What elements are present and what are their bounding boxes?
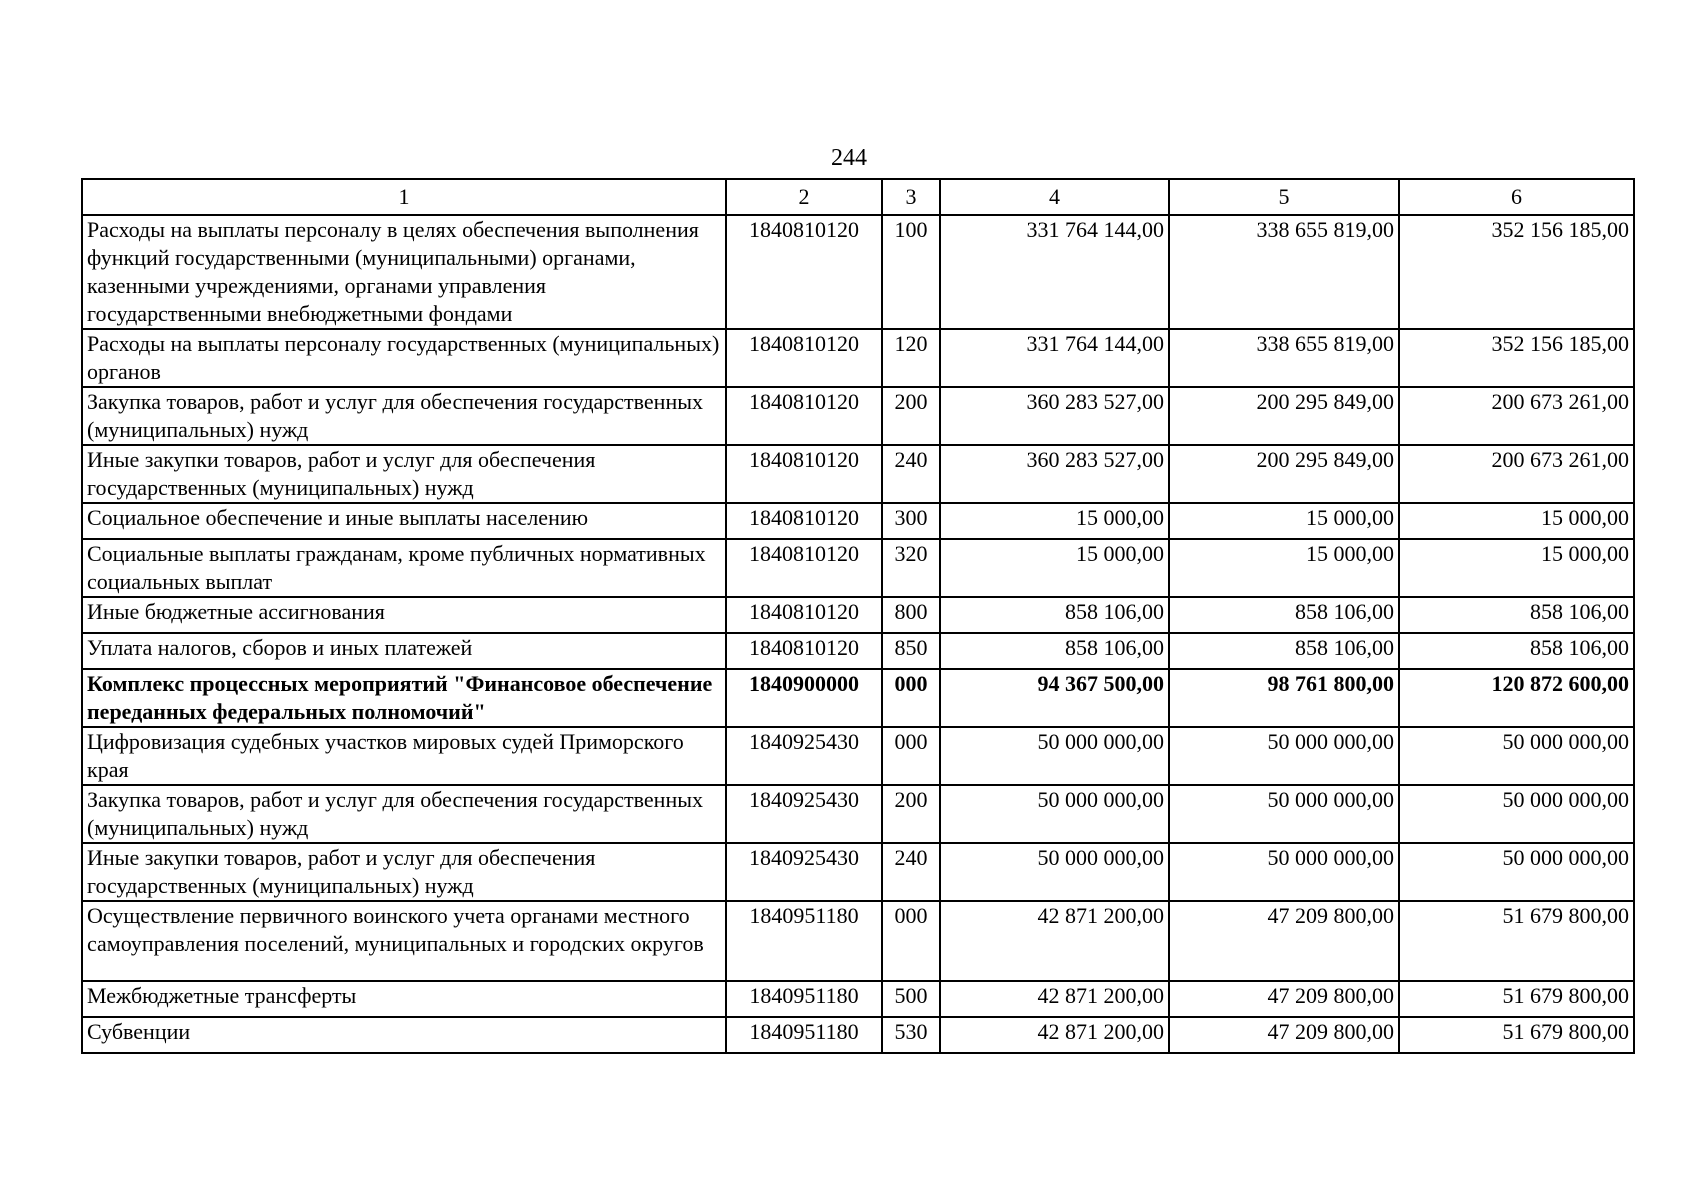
row-amount-5-cell: 98 761 800,00 xyxy=(1169,669,1399,727)
row-amount-6-cell: 15 000,00 xyxy=(1399,503,1634,539)
row-amount-4-cell: 50 000 000,00 xyxy=(940,727,1169,785)
table-row xyxy=(82,215,1634,329)
row-type-cell: 000 xyxy=(882,727,940,785)
row-code-cell: 1840925430 xyxy=(726,727,882,785)
row-amount-4-cell: 331 764 144,00 xyxy=(940,215,1169,329)
row-amount-4-cell: 50 000 000,00 xyxy=(940,843,1169,901)
row-amount-6-cell: 120 872 600,00 xyxy=(1399,669,1634,727)
row-amount-4-cell: 94 367 500,00 xyxy=(940,669,1169,727)
row-amount-6-cell: 50 000 000,00 xyxy=(1399,727,1634,785)
row-type-cell: 320 xyxy=(882,539,940,597)
row-amount-6-cell: 858 106,00 xyxy=(1399,633,1634,669)
row-code-cell: 1840810120 xyxy=(726,329,882,387)
row-code-cell: 1840810120 xyxy=(726,387,882,445)
row-name-cell: Социальные выплаты гражданам, кроме публичных нормативных социальных выплат xyxy=(82,539,726,597)
page-number: 244 xyxy=(831,145,867,171)
row-amount-4-cell: 858 106,00 xyxy=(940,633,1169,669)
column-header-4: 4 xyxy=(940,179,1169,215)
row-amount-5-cell: 338 655 819,00 xyxy=(1169,329,1399,387)
row-type-cell: 240 xyxy=(882,843,940,901)
table-row xyxy=(82,901,1634,981)
row-amount-6-cell: 352 156 185,00 xyxy=(1399,329,1634,387)
row-amount-5-cell: 47 209 800,00 xyxy=(1169,901,1399,981)
table-row xyxy=(82,669,1634,727)
row-amount-6-cell: 15 000,00 xyxy=(1399,539,1634,597)
row-code-cell: 1840925430 xyxy=(726,843,882,901)
row-amount-6-cell: 51 679 800,00 xyxy=(1399,1017,1634,1053)
row-code-cell: 1840810120 xyxy=(726,503,882,539)
row-type-cell: 200 xyxy=(882,785,940,843)
table-row xyxy=(82,329,1634,387)
row-amount-6-cell: 50 000 000,00 xyxy=(1399,843,1634,901)
row-type-cell: 800 xyxy=(882,597,940,633)
row-name-cell: Иные закупки товаров, работ и услуг для обеспечения государственных (муниципальных) нужд xyxy=(82,843,726,901)
table-row xyxy=(82,785,1634,843)
row-amount-5-cell: 200 295 849,00 xyxy=(1169,445,1399,503)
row-amount-6-cell: 51 679 800,00 xyxy=(1399,901,1634,981)
row-type-cell: 200 xyxy=(882,387,940,445)
row-name-cell: Иные бюджетные ассигнования xyxy=(82,597,726,633)
row-code-cell: 1840810120 xyxy=(726,539,882,597)
row-name-cell: Социальное обеспечение и иные выплаты населению xyxy=(82,503,726,539)
row-amount-6-cell: 858 106,00 xyxy=(1399,597,1634,633)
row-amount-4-cell: 15 000,00 xyxy=(940,539,1169,597)
row-code-cell: 1840810120 xyxy=(726,633,882,669)
table-row xyxy=(82,387,1634,445)
row-code-cell: 1840951180 xyxy=(726,981,882,1017)
table-header-row xyxy=(82,179,1634,215)
row-name-cell: Расходы на выплаты персоналу в целях обеспечения выполнения функций государственными (муниципальными) органами, казенными учреждениями, органами управления государственными внебюджетными фондами xyxy=(82,215,726,329)
budget-table xyxy=(81,178,1635,1054)
row-amount-5-cell: 50 000 000,00 xyxy=(1169,843,1399,901)
row-amount-4-cell: 858 106,00 xyxy=(940,597,1169,633)
row-name-cell: Осуществление первичного воинского учета органами местного самоуправления поселений, муниципальных и городских округов xyxy=(82,901,726,981)
row-amount-4-cell: 360 283 527,00 xyxy=(940,387,1169,445)
row-type-cell: 500 xyxy=(882,981,940,1017)
column-header-6: 6 xyxy=(1399,179,1634,215)
row-name-cell: Комплекс процессных мероприятий "Финансовое обеспечение переданных федеральных полномочий" xyxy=(82,669,726,727)
row-amount-4-cell: 42 871 200,00 xyxy=(940,981,1169,1017)
row-amount-6-cell: 200 673 261,00 xyxy=(1399,387,1634,445)
row-amount-4-cell: 42 871 200,00 xyxy=(940,1017,1169,1053)
row-amount-4-cell: 15 000,00 xyxy=(940,503,1169,539)
row-amount-5-cell: 858 106,00 xyxy=(1169,633,1399,669)
table-row xyxy=(82,727,1634,785)
table-row xyxy=(82,539,1634,597)
column-header-1: 1 xyxy=(82,179,726,215)
row-code-cell: 1840810120 xyxy=(726,445,882,503)
row-type-cell: 530 xyxy=(882,1017,940,1053)
column-header-3: 3 xyxy=(882,179,940,215)
row-code-cell: 1840810120 xyxy=(726,597,882,633)
row-code-cell: 1840951180 xyxy=(726,1017,882,1053)
row-name-cell: Межбюджетные трансферты xyxy=(82,981,726,1017)
row-type-cell: 000 xyxy=(882,901,940,981)
row-amount-5-cell: 50 000 000,00 xyxy=(1169,785,1399,843)
row-code-cell: 1840951180 xyxy=(726,901,882,981)
row-type-cell: 850 xyxy=(882,633,940,669)
row-amount-5-cell: 200 295 849,00 xyxy=(1169,387,1399,445)
row-amount-5-cell: 338 655 819,00 xyxy=(1169,215,1399,329)
row-amount-4-cell: 42 871 200,00 xyxy=(940,901,1169,981)
row-name-cell: Расходы на выплаты персоналу государственных (муниципальных) органов xyxy=(82,329,726,387)
row-code-cell: 1840810120 xyxy=(726,215,882,329)
row-amount-5-cell: 47 209 800,00 xyxy=(1169,1017,1399,1053)
row-amount-5-cell: 50 000 000,00 xyxy=(1169,727,1399,785)
table-row xyxy=(82,1017,1634,1053)
row-amount-4-cell: 360 283 527,00 xyxy=(940,445,1169,503)
row-type-cell: 120 xyxy=(882,329,940,387)
row-amount-4-cell: 50 000 000,00 xyxy=(940,785,1169,843)
row-amount-5-cell: 47 209 800,00 xyxy=(1169,981,1399,1017)
row-type-cell: 240 xyxy=(882,445,940,503)
row-code-cell: 1840925430 xyxy=(726,785,882,843)
row-type-cell: 300 xyxy=(882,503,940,539)
row-amount-5-cell: 15 000,00 xyxy=(1169,503,1399,539)
column-header-5: 5 xyxy=(1169,179,1399,215)
row-amount-6-cell: 200 673 261,00 xyxy=(1399,445,1634,503)
table-row xyxy=(82,503,1634,539)
table-row xyxy=(82,445,1634,503)
row-name-cell: Закупка товаров, работ и услуг для обеспечения государственных (муниципальных) нужд xyxy=(82,387,726,445)
row-code-cell: 1840900000 xyxy=(726,669,882,727)
row-amount-6-cell: 51 679 800,00 xyxy=(1399,981,1634,1017)
row-amount-5-cell: 858 106,00 xyxy=(1169,597,1399,633)
row-amount-6-cell: 50 000 000,00 xyxy=(1399,785,1634,843)
row-name-cell: Уплата налогов, сборов и иных платежей xyxy=(82,633,726,669)
row-name-cell: Закупка товаров, работ и услуг для обеспечения государственных (муниципальных) нужд xyxy=(82,785,726,843)
row-name-cell: Субвенции xyxy=(82,1017,726,1053)
table-row xyxy=(82,981,1634,1017)
row-type-cell: 100 xyxy=(882,215,940,329)
table-row xyxy=(82,597,1634,633)
table-row xyxy=(82,633,1634,669)
row-type-cell: 000 xyxy=(882,669,940,727)
row-amount-6-cell: 352 156 185,00 xyxy=(1399,215,1634,329)
row-name-cell: Иные закупки товаров, работ и услуг для обеспечения государственных (муниципальных) нужд xyxy=(82,445,726,503)
table-row xyxy=(82,843,1634,901)
row-amount-4-cell: 331 764 144,00 xyxy=(940,329,1169,387)
row-amount-5-cell: 15 000,00 xyxy=(1169,539,1399,597)
row-name-cell: Цифровизация судебных участков мировых судей Приморского края xyxy=(82,727,726,785)
column-header-2: 2 xyxy=(726,179,882,215)
